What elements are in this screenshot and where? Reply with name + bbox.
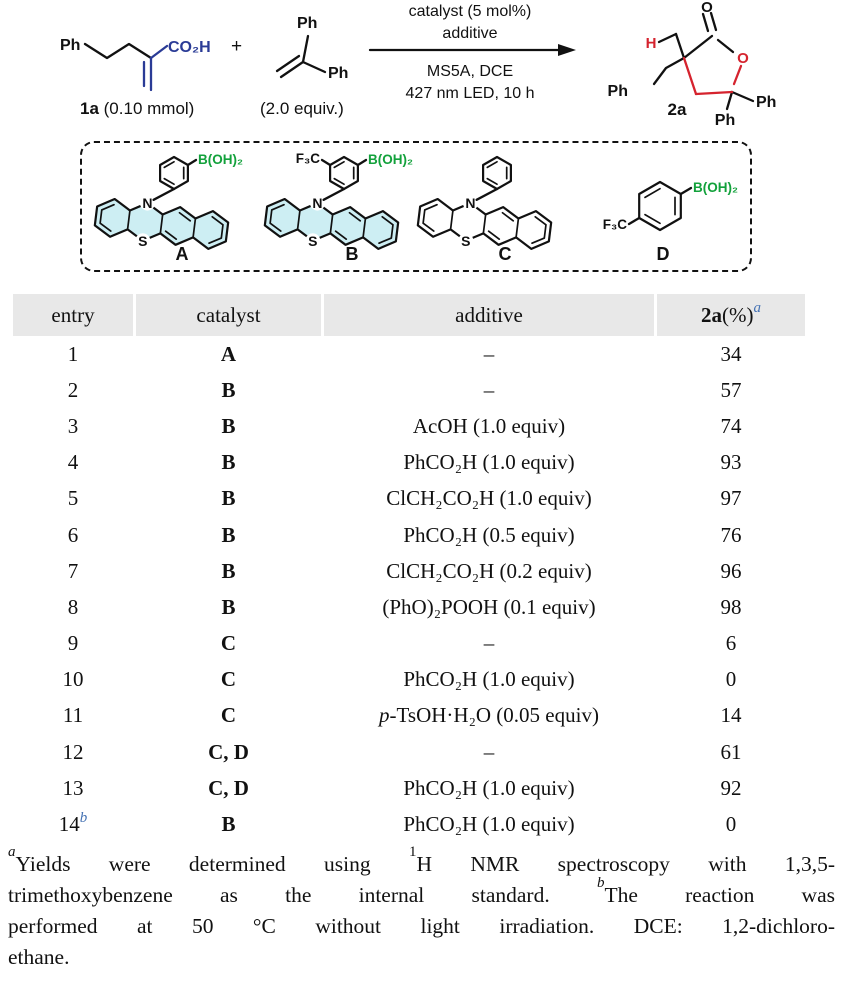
atom-label-n: N — [465, 195, 476, 212]
header-entry: entry — [13, 294, 133, 336]
cell-additive: AcOH (1.0 equiv) — [412, 413, 566, 438]
cell-entry: 2 — [67, 377, 79, 402]
cell-yield: 92 — [720, 775, 742, 800]
cell-entry: 11 — [62, 703, 84, 728]
cell-yield: 34 — [720, 341, 742, 366]
table-row — [13, 336, 805, 372]
cell-entry: 5 — [67, 486, 79, 511]
cell-yield: 96 — [720, 558, 742, 583]
cell-yield: 6 — [725, 631, 737, 656]
cell-yield: 14 — [720, 703, 742, 728]
table-row — [13, 408, 805, 444]
cell-catalyst: B — [221, 594, 236, 619]
table-row — [13, 481, 805, 517]
cell-additive: p -TsOH·H₂O (0.05 equiv) — [379, 703, 599, 728]
cell-catalyst: B — [221, 377, 236, 402]
reaction-scheme — [0, 0, 841, 290]
cell-yield: 97 — [720, 486, 742, 511]
atom-label-h: H — [645, 35, 657, 52]
atom-label-boh2: B(OH)₂ — [368, 152, 413, 167]
table-row — [13, 698, 805, 734]
table-row — [13, 734, 805, 770]
cell-additive: – — [483, 377, 495, 402]
atom-label-boh2: B(OH)₂ — [198, 152, 243, 167]
table-row — [13, 517, 805, 553]
cell-yield: 61 — [720, 739, 742, 764]
cell-catalyst: B — [221, 558, 236, 583]
cell-catalyst: C, D — [208, 775, 249, 800]
plus-sign: + — [231, 36, 243, 57]
cell-catalyst: C — [220, 703, 237, 728]
atom-label-f3c: F₃C — [602, 217, 627, 232]
cell-yield: 57 — [720, 377, 742, 402]
cell-entry: 13 — [62, 775, 84, 800]
cell-catalyst: C — [220, 631, 237, 656]
cell-entry: 7 — [67, 558, 79, 583]
atom-label-n: N — [312, 195, 323, 212]
cell-yield: 0 — [725, 812, 737, 837]
footnote-line: trimethoxybenzene as the internal standard. $^b$The reaction was — [8, 874, 835, 907]
cell-catalyst: A — [220, 341, 237, 366]
cell-additive: PhCO₂H (1.0 equiv) — [403, 450, 575, 475]
atom-label-boh2: B(OH)₂ — [693, 180, 738, 195]
structure-dpe-drawing — [256, 8, 356, 100]
label-2-equiv: (2.0 equiv.) — [260, 99, 344, 118]
structure-catalyst-d — [588, 146, 738, 258]
atom-label-ph: Ph — [60, 37, 81, 54]
table-header-row — [13, 294, 805, 336]
header-catalyst: catalyst — [136, 294, 321, 336]
footnotes — [8, 843, 835, 973]
table-row — [13, 589, 805, 625]
cell-additive: PhCO₂H (0.5 equiv) — [403, 522, 575, 547]
cell-additive: – — [483, 739, 495, 764]
cell-entry: 14 $^b$ — [58, 809, 88, 837]
cell-additive: PhCO₂H (1.0 equiv) — [403, 812, 575, 837]
table-body — [13, 336, 805, 843]
atom-label-ph: Ph — [714, 112, 736, 128]
reaction-arrow — [368, 42, 580, 58]
cell-additive: ClCH₂CO₂H (0.2 equiv) — [386, 558, 592, 583]
cell-yield: 98 — [720, 594, 742, 619]
cell-additive: – — [483, 631, 495, 656]
atom-label-o: O — [737, 50, 749, 67]
table-row — [13, 770, 805, 806]
cell-catalyst: B — [221, 450, 236, 475]
cell-yield: 0 — [725, 667, 737, 692]
cell-entry: 1 — [67, 341, 79, 366]
cell-entry: 12 — [62, 739, 84, 764]
cell-yield: 74 — [720, 413, 742, 438]
condition-below-2: 427 nm LED, 10 h — [405, 85, 535, 102]
label-2a: 2a — [667, 100, 687, 119]
table-row — [13, 662, 805, 698]
cell-entry: 8 — [67, 594, 79, 619]
label-catalyst-c: C — [498, 244, 512, 264]
cell-additive: PhCO₂H (1.0 equiv) — [403, 775, 575, 800]
header-yield: 2a (%) $^a$ — [657, 294, 805, 336]
condition-above-1: catalyst (5 mol%) — [408, 3, 532, 20]
cell-additive: PhCO₂H (1.0 equiv) — [403, 667, 575, 692]
cell-entry: 4 — [67, 450, 79, 475]
cell-catalyst: B — [221, 522, 236, 547]
label-catalyst-d: D — [656, 244, 670, 264]
atom-label-co2h: CO₂H — [168, 39, 211, 56]
label-catalyst-b: B — [345, 244, 359, 264]
table-row — [13, 553, 805, 589]
optimization-table — [13, 294, 805, 843]
condition-below-1: MS5A, DCE — [426, 63, 514, 80]
cell-entry: 10 — [62, 667, 84, 692]
footnote-line: performed at 50 °C without light irradiation. DCE: 1,2-dichloro- — [8, 914, 835, 938]
atom-label-ph: Ph — [297, 15, 318, 32]
cell-catalyst: C, D — [208, 739, 249, 764]
header-additive: additive — [324, 294, 654, 336]
cell-entry: 9 — [67, 631, 79, 656]
condition-above-2: additive — [442, 25, 498, 42]
atom-label-s: S — [461, 232, 471, 249]
cell-additive: ClCH₂CO₂H (1.0 equiv) — [386, 486, 592, 511]
cell-catalyst: B — [221, 413, 236, 438]
atom-label-s: S — [308, 232, 318, 249]
atom-label-o: O — [701, 0, 713, 16]
footnote-line: ethane. — [8, 945, 70, 969]
structure-catalyst-c — [405, 146, 605, 258]
cell-yield: 93 — [720, 450, 742, 475]
cell-yield: 76 — [720, 522, 742, 547]
footnote-line: $^a$Yields were determined using $^1$H NMR spectroscopy with 1,3,5- — [8, 843, 835, 876]
label-1a: 1a (0.10 mmol) — [80, 99, 195, 118]
cell-entry: 3 — [67, 413, 79, 438]
atom-label-ph: Ph — [756, 94, 777, 111]
table-row — [13, 806, 805, 842]
cell-catalyst: C — [220, 667, 237, 692]
atom-label-n: N — [142, 195, 153, 212]
atom-label-ph: Ph — [607, 83, 628, 100]
label-catalyst-a: A — [175, 244, 189, 264]
cell-catalyst: B — [221, 486, 236, 511]
atom-label-ph: Ph — [328, 65, 349, 82]
table-row — [13, 626, 805, 662]
atom-label-f3c: F₃C — [295, 151, 320, 166]
cell-catalyst: B — [221, 812, 236, 837]
cell-additive: – — [483, 341, 495, 366]
cell-additive: (PhO)₂POOH (0.1 equiv) — [382, 594, 596, 619]
atom-label-s: S — [138, 232, 148, 249]
cell-entry: 6 — [67, 522, 79, 547]
table-row — [13, 445, 805, 481]
table-row — [13, 372, 805, 408]
structure-1a-drawing — [52, 12, 232, 107]
